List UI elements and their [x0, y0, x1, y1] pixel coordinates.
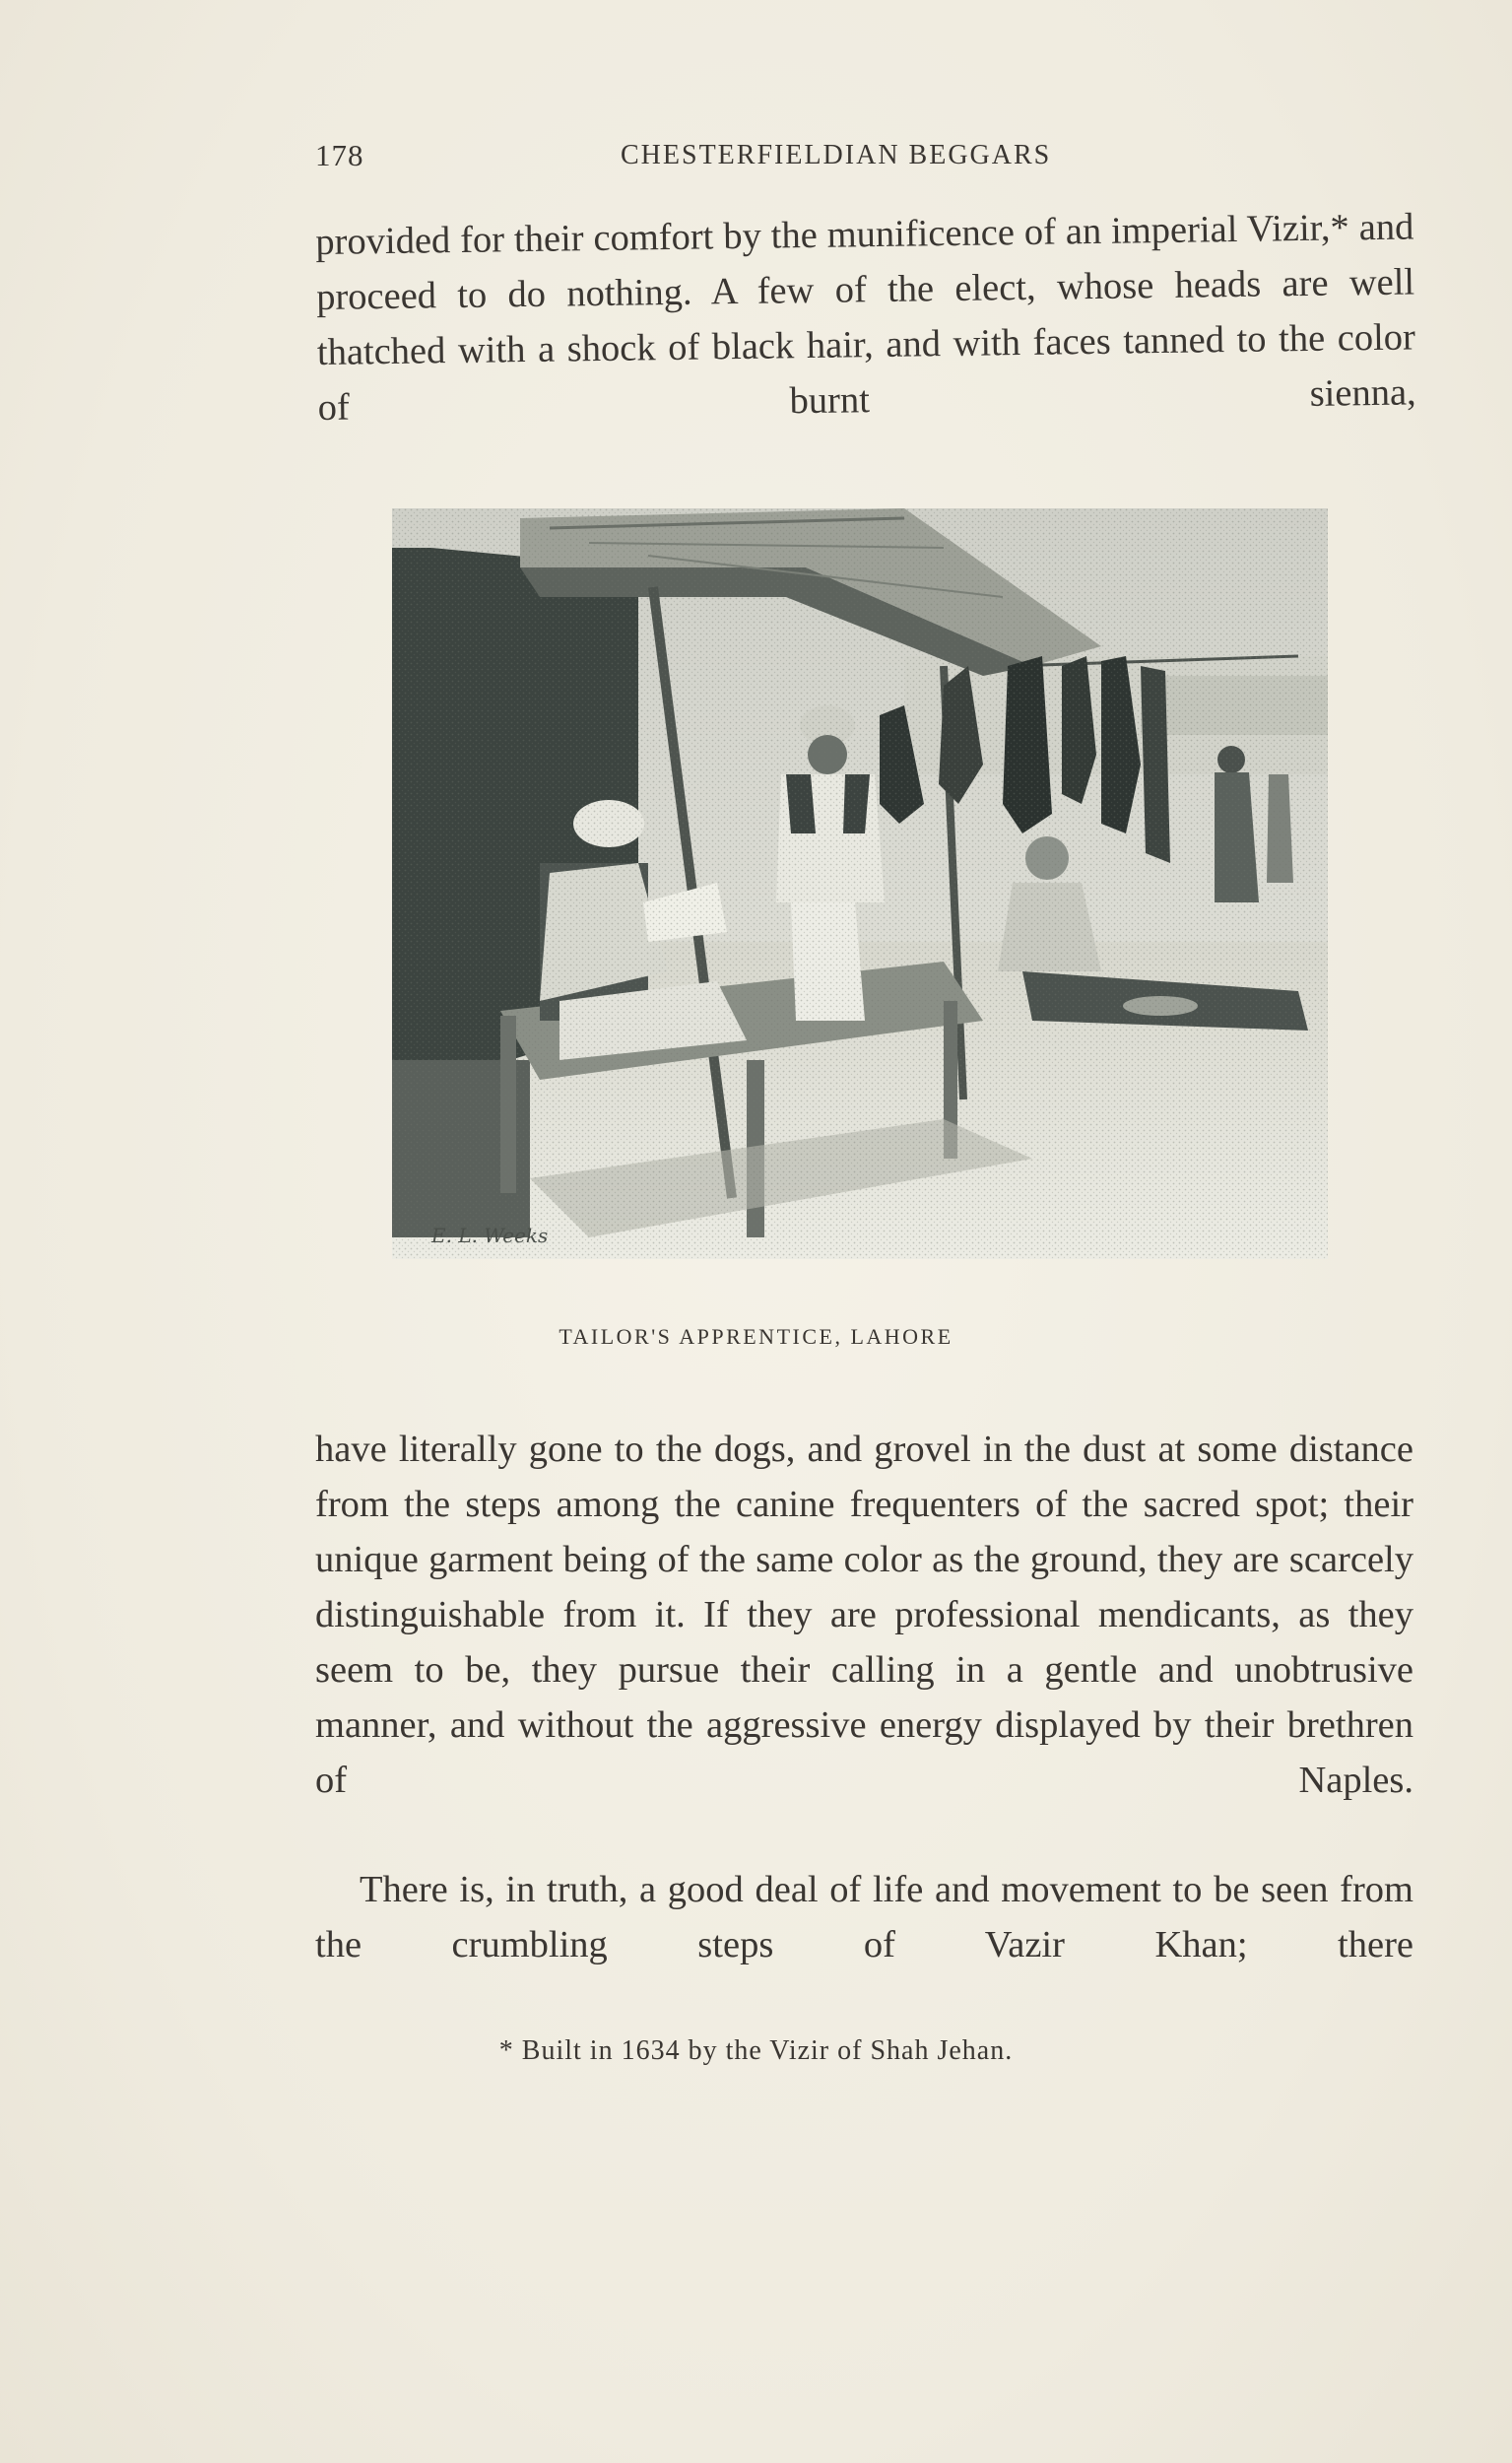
page-number: 178 [315, 138, 364, 172]
paragraph-3: There is, in truth, a good deal of life and movement to be seen from the crumbling steps of Vazir Khan; there [315, 1869, 1413, 1965]
tailor-apprentice-picture [392, 508, 1328, 1259]
illustration [392, 508, 1328, 1259]
paragraph-1: provided for their comfort by the munificence of an imperial Vizir,* and proceed to do nothing. A few of the elect, whose heads are well thatched with a shock of black hair, and with faces tanned to the color of burnt sienna, [315, 206, 1416, 429]
figure-caption: TAILOR'S APPRENTICE, LAHORE [559, 1324, 953, 1349]
running-head [315, 138, 1418, 177]
artist-signature: E. L. Weeks [431, 1224, 549, 1247]
running-title: CHESTERFIELDIAN BEGGARS [621, 140, 1052, 170]
footnote: * Built in 1634 by the Vizir of Shah Jehan. [498, 2035, 1014, 2066]
paragraph-2: have literally gone to the dogs, and grovel in the dust at some distance from the steps among the canine frequenters of the sacred spot; their unique garment being of the same color as the ground, they are scarcely distinguishable from it. If they are professional mendicants, as they seem to be, they pursue their calling in a gentle and unobtrusive manner, and without the aggressive energy displayed by their brethren of Naples. [315, 1429, 1413, 1801]
